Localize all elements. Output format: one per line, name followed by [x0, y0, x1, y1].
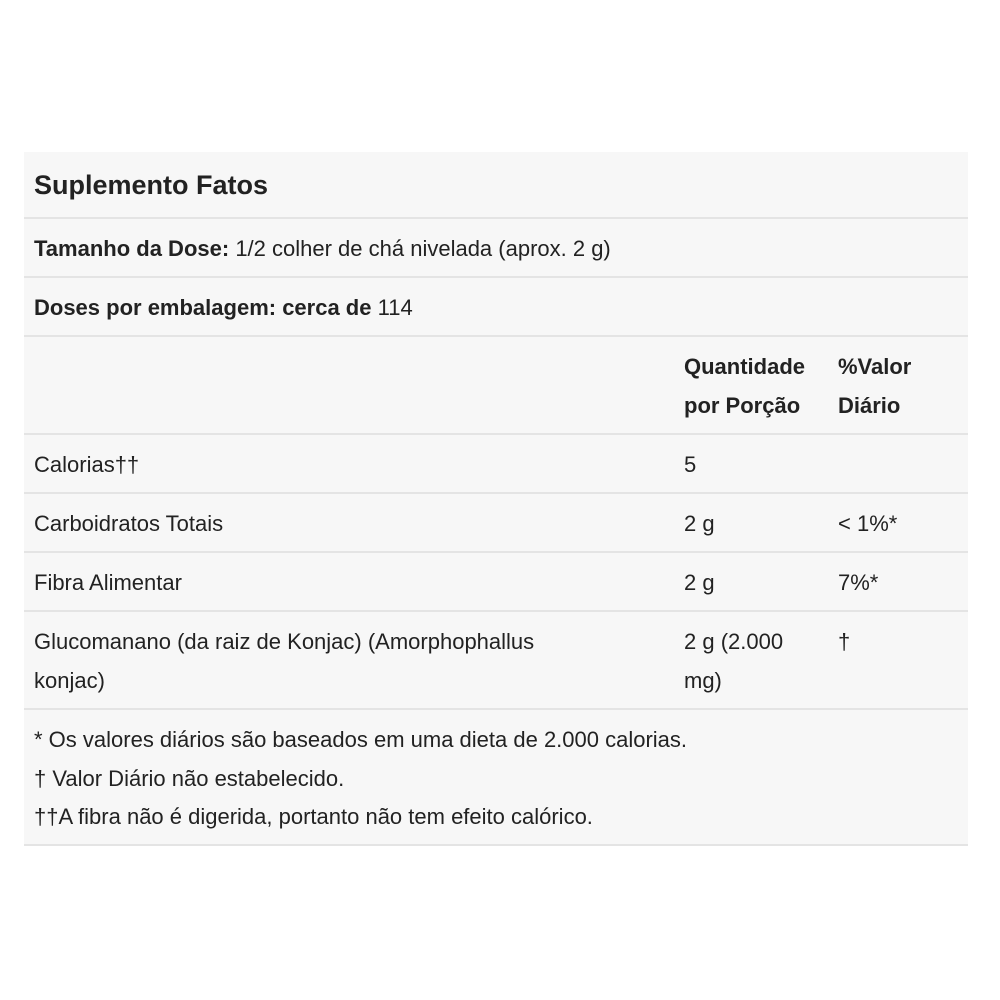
nutrient-dv: 7%* — [838, 570, 879, 595]
servings-per-container-label: Doses por embalagem: cerca de — [34, 295, 372, 320]
header-dv-line1: %Valor — [838, 354, 912, 379]
serving-size-value: 1/2 colher de chá nivelada (aprox. 2 g) — [235, 236, 611, 261]
header-amount-cell — [684, 347, 838, 433]
nutrient-dv — [838, 445, 968, 492]
title-text: Suplemento Fatos — [34, 170, 269, 200]
nutrient-amount: 2 g — [684, 511, 715, 536]
nutrient-row-carbohydrates — [24, 494, 968, 553]
nutrient-name: Calorias†† — [34, 452, 140, 477]
nutrient-row-calories — [24, 435, 968, 494]
header-amount-line2: por Porção — [684, 393, 801, 418]
header-amount-line1: Quantidade — [684, 354, 806, 379]
column-header-row — [24, 337, 968, 435]
servings-per-container-row — [24, 278, 968, 337]
serving-size-row — [24, 219, 968, 278]
nutrient-row-glucomannan — [24, 612, 968, 710]
footnote-daily-values: * Os valores diários são baseados em uma dieta de 2.000 calorias. — [34, 727, 688, 752]
nutrient-name-line1: Glucomanano (da raiz de Konjac) (Amorphophallus — [34, 629, 535, 654]
supplement-facts-panel — [24, 152, 968, 846]
nutrient-name: Fibra Alimentar — [34, 570, 182, 595]
nutrient-amount-line1: 2 g (2.000 — [684, 629, 784, 654]
header-name-cell — [34, 347, 684, 433]
panel-title — [24, 152, 968, 219]
nutrient-amount-line2: mg) — [684, 668, 722, 693]
footnote-dv-not-established: † Valor Diário não estabelecido. — [34, 765, 345, 791]
nutrient-dv: < 1%* — [838, 511, 898, 536]
footnote-fiber: ††A fibra não é digerida, portanto não tem efeito calórico. — [34, 804, 593, 829]
header-dv-cell — [838, 347, 968, 433]
nutrient-name: Carboidratos Totais — [34, 511, 224, 536]
nutrient-amount: 2 g — [684, 570, 715, 595]
nutrient-amount — [684, 622, 838, 708]
serving-size-label: Tamanho da Dose: — [34, 236, 230, 261]
header-dv-line2: Diário — [838, 393, 901, 418]
nutrient-amount: 5 — [684, 452, 697, 477]
footnotes — [24, 710, 968, 846]
servings-per-container-value: 114 — [377, 295, 413, 320]
nutrient-name-line2: konjac) — [34, 668, 105, 693]
nutrient-row-fiber — [24, 553, 968, 612]
nutrient-name — [34, 622, 684, 708]
nutrient-dv: † — [838, 629, 851, 654]
